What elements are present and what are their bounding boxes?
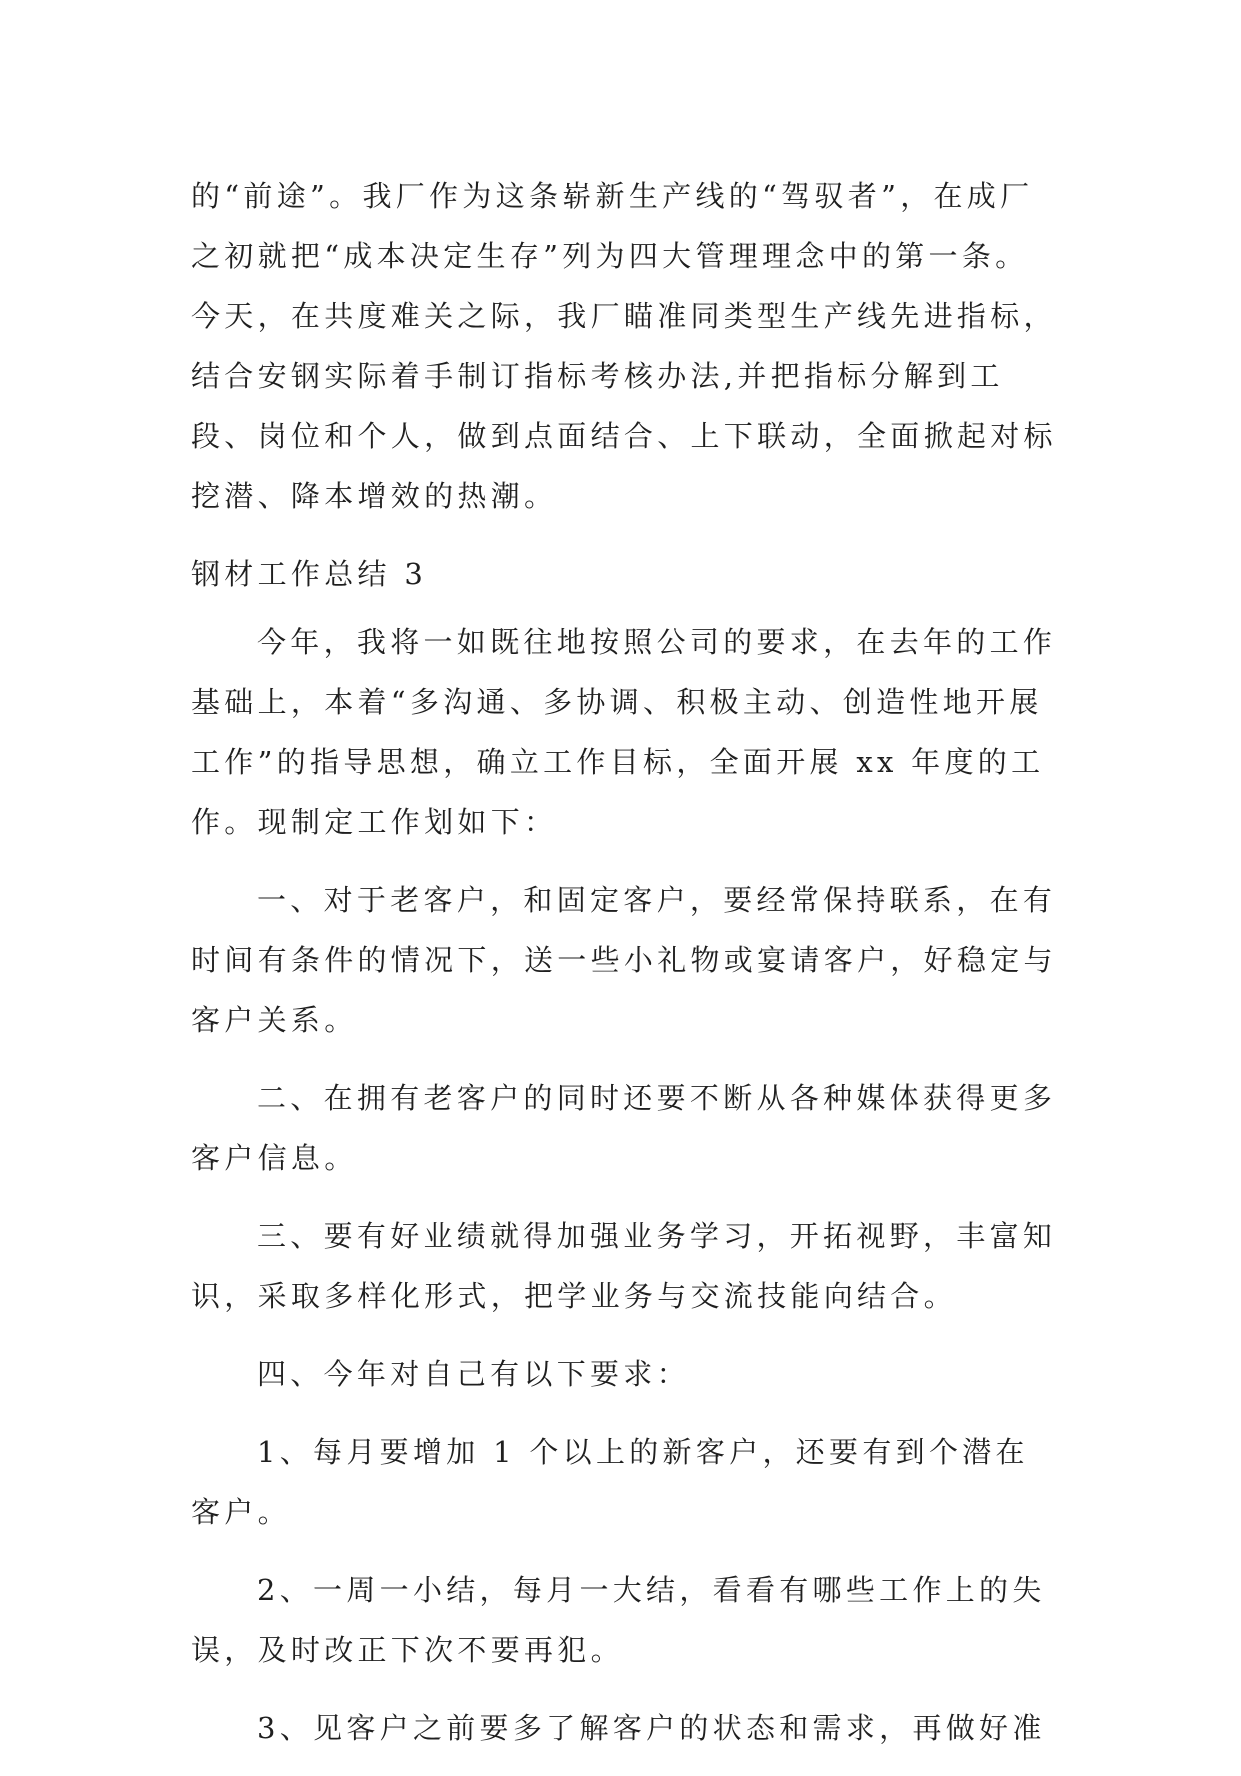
paragraph-subitem-3: 3、见客户之前要多了解客户的状态和需求，再做好准	[257, 1711, 1046, 1745]
paragraph-item-1: 一、对于老客户，和固定客户，要经常保持联系，在有时间有条件的情况下，送一些小礼物或宴请客户，好稳定与客户关系。	[191, 883, 1057, 1037]
paragraph-subitem-1: 1、每月要增加 1 个以上的新客户，还要有到个潜在客户。	[191, 1435, 1029, 1529]
section-heading: 钢材工作总结 3	[191, 557, 428, 591]
paragraph-item-3: 三、要有好业绩就得加强业务学习，开拓视野，丰富知识，采取多样化形式，把学业务与交流技能向结合。	[191, 1219, 1057, 1313]
continuation-paragraph: 的“前途”。我厂作为这条崭新生产线的“驾驭者”，在成厂之初就把“成本决定生存”列为四大管理理念中的第一条。今天，在共度难关之际，我厂瞄准同类型生产线先进指标，结合安钢实际着手制订指标考核办法,并把指标分解到工段、岗位和个人，做到点面结合、上下联动，全面掀起对标挖潜、降本增效的热潮。	[191, 179, 1057, 513]
paragraph-intro: 今年，我将一如既往地按照公司的要求，在去年的工作基础上，本着“多沟通、多协调、积极主动、创造性地开展工作”的指导思想，确立工作目标，全面开展 xx 年度的工作。现制定工作划如下：	[191, 625, 1057, 839]
paragraph-subitem-2: 2、一周一小结，每月一大结，看看有哪些工作上的失误，及时改正下次不要再犯。	[191, 1573, 1046, 1667]
paragraph-item-4: 四、今年对自己有以下要求：	[257, 1357, 690, 1391]
paragraph-item-2: 二、在拥有老客户的同时还要不断从各种媒体获得更多客户信息。	[191, 1081, 1057, 1175]
document-page	[191, 166, 1061, 1776]
